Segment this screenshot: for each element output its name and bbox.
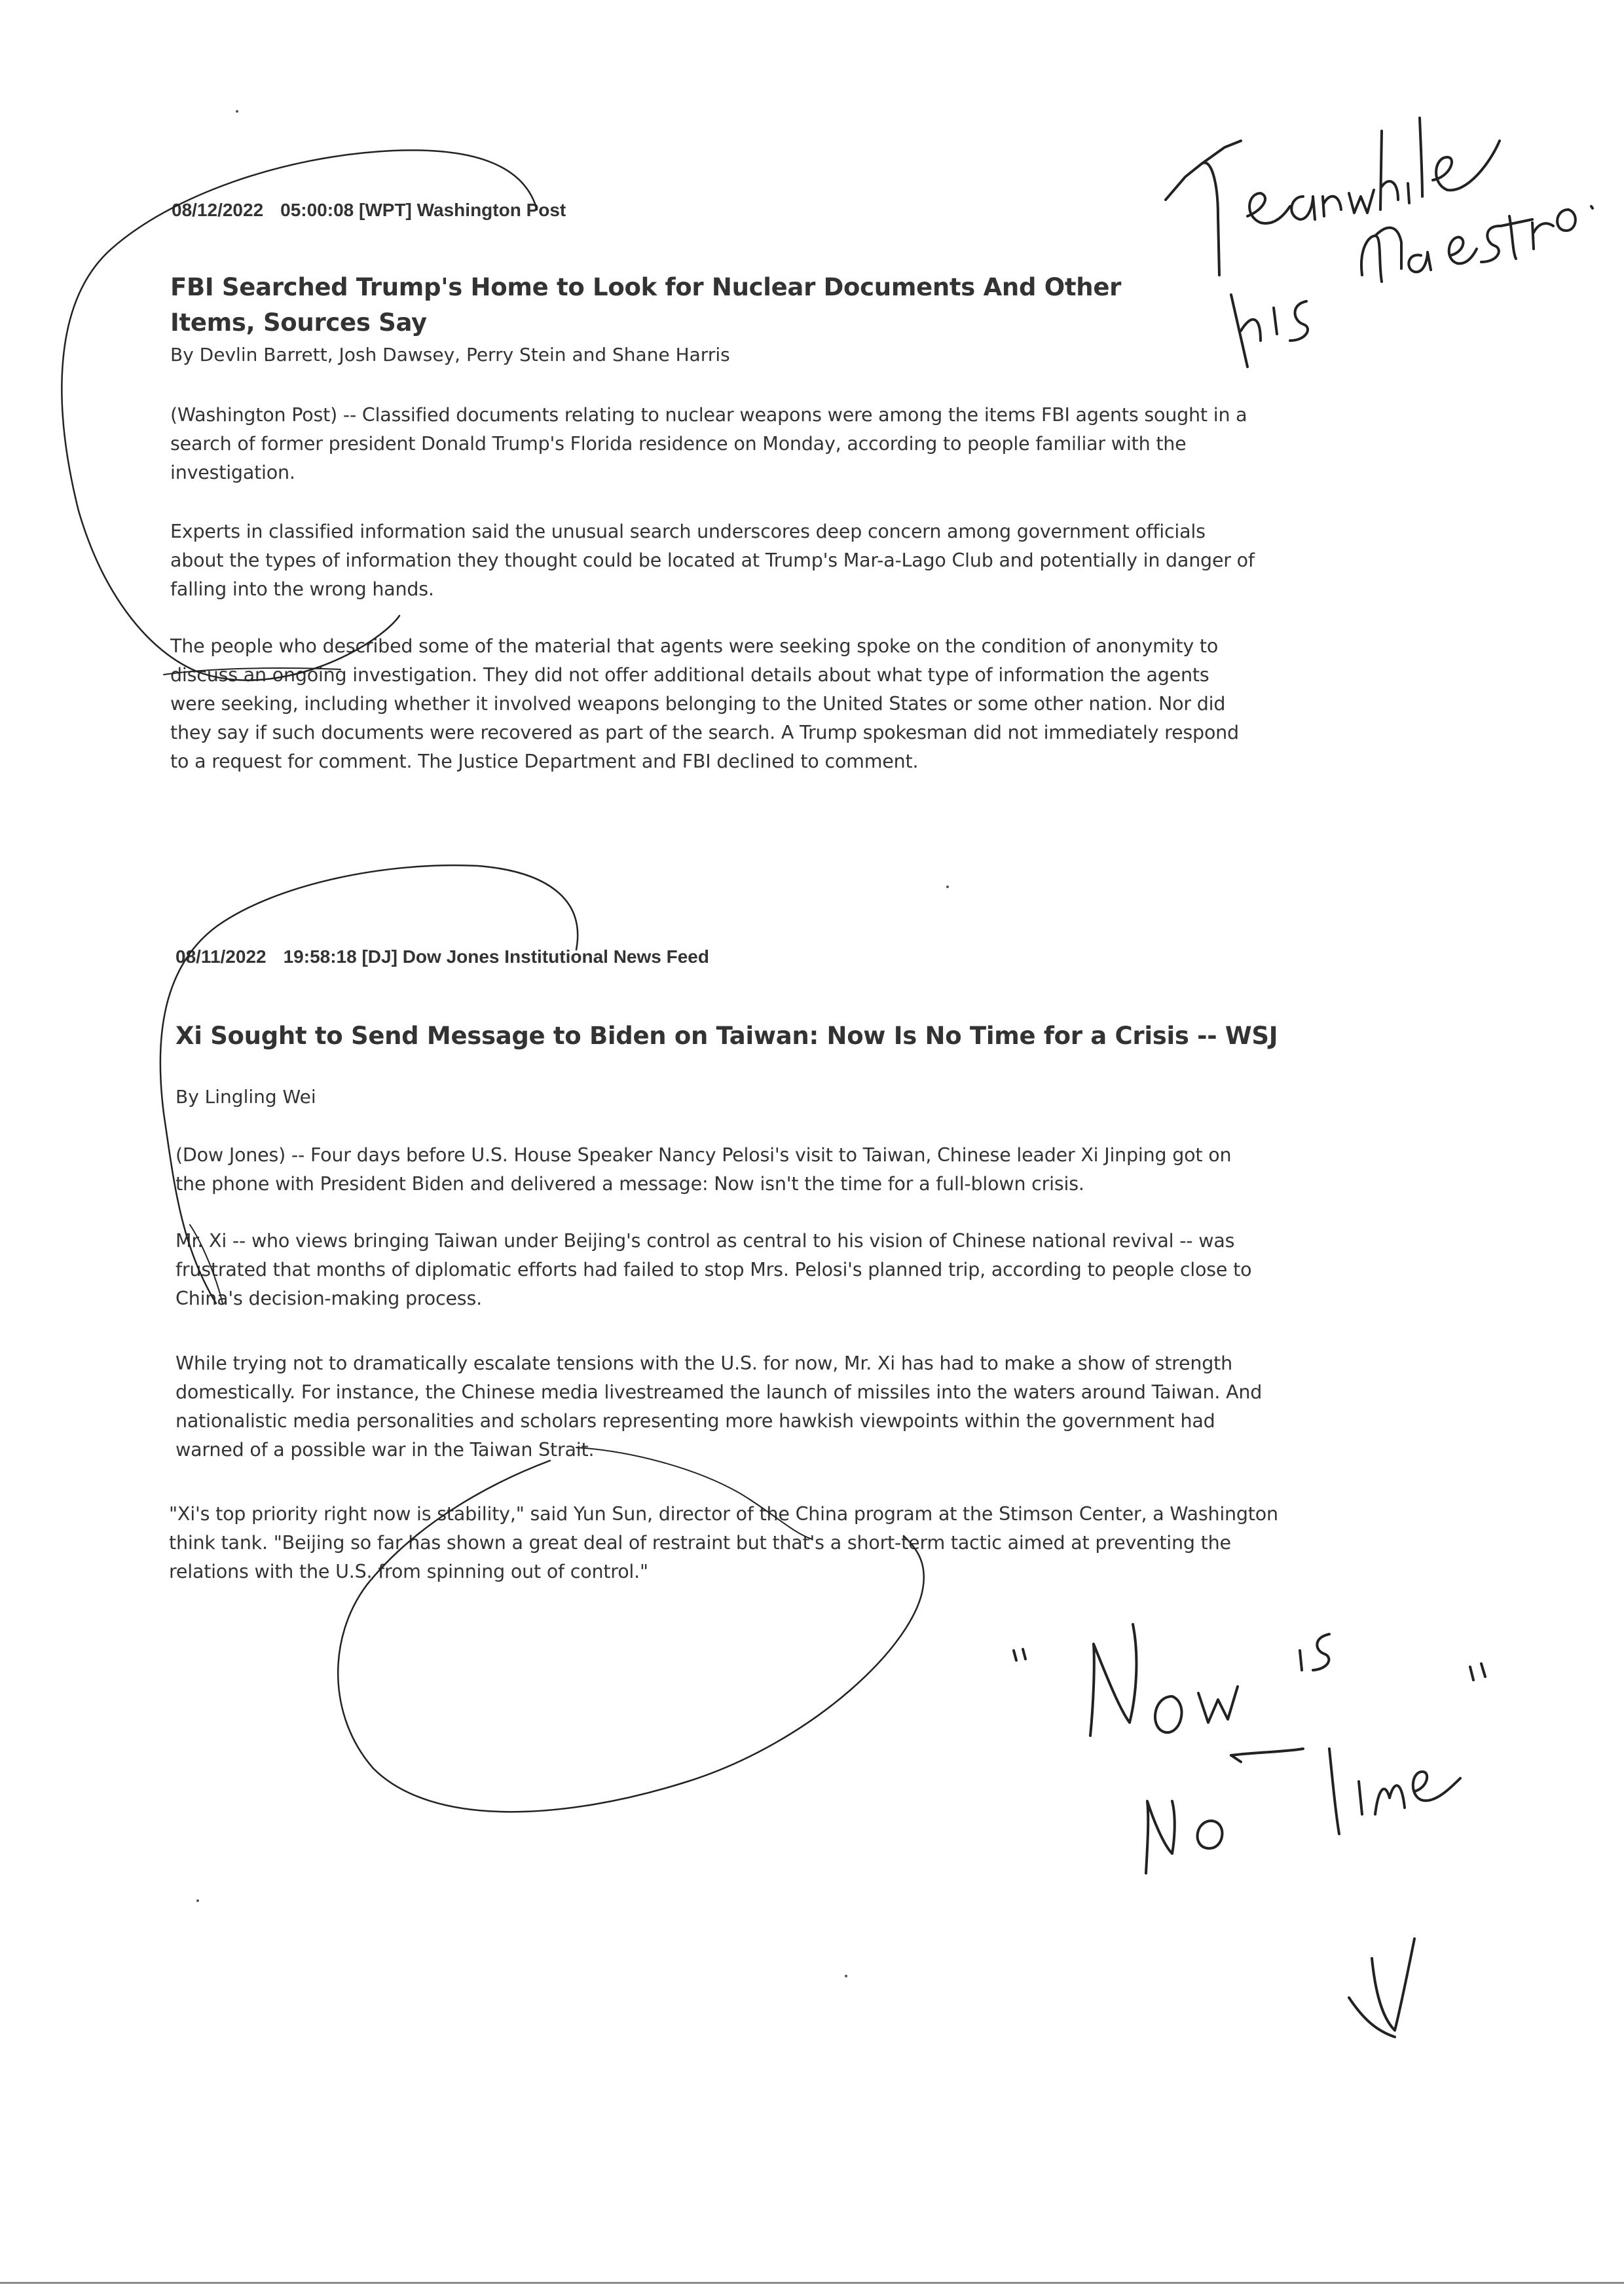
article-1-paragraph-2: Experts in classified information said the unusual search underscores deep concern among government officials about the types of information they thought could be located at Trump's Mar-a-Lago Club and potentially in danger of falling into the wrong hands. [170, 521, 1255, 600]
article-1-time: 05:00:08 [280, 200, 354, 220]
article-2-headline: Xi Sought to Send Message to Biden on Taiwan: Now Is No Time for a Crisis -- WSJ [175, 1022, 1278, 1050]
article-1-paragraph-3: The people who described some of the material that agents were seeking spoke on the condition of anonymity to discuss an ongoing investigation. They did not offer additional details about what type of information the agents were seeking, including whether it involved weapons belonging to the United States or some other nation. Nor did they say if such documents were recovered as part of the search. A Trump spokesman did not immediately respond to a request for comment. The Justice Department and FBI declined to comment. [170, 635, 1239, 772]
article-2-paragraph-1: (Dow Jones) -- Four days before U.S. House Speaker Nancy Pelosi's visit to Taiwan, Chinese leader Xi Jinping got on the phone with President Biden and delivered a message: Now isn't the time for a full-blown crisis. [175, 1144, 1232, 1195]
article-2-byline: By Lingling Wei [175, 1086, 316, 1108]
article-2-paragraph-4: "Xi's top priority right now is stability," said Yun Sun, director of the China program at the Stimson Center, a Washington think tank. "Beijing so far has shown a great deal of restraint but that's a short-term tactic aimed at preventing the relations with the U.S. from spinning out of control." [169, 1503, 1278, 1582]
handwriting-meanwhile [1166, 118, 1593, 367]
article-2-date: 08/11/2022 [175, 946, 267, 967]
article-2-source: [DJ] Dow Jones Institutional News Feed [361, 946, 709, 967]
article-2-time: 19:58:18 [283, 946, 357, 967]
article-1-byline: By Devlin Barrett, Josh Dawsey, Perry Stein and Shane Harris [170, 344, 730, 365]
article-1-source: [WPT] Washington Post [359, 200, 566, 220]
article-2-paragraph-2: Mr. Xi -- who views bringing Taiwan under Beijing's control as central to his vision of Chinese national revival -- was frustrated that months of diplomatic efforts had failed to stop Mrs. Pelosi's planned trip, according to people close to China's decision-making process. [175, 1230, 1252, 1309]
article-1-headline: FBI Searched Trump's Home to Look for Nuclear Documents And Other Items, Sources Say [170, 273, 1122, 337]
article-1-date: 08/12/2022 [172, 200, 264, 220]
article-2-paragraph-3: While trying not to dramatically escalate tensions with the U.S. for now, Mr. Xi has had to make a show of strength domestically. For instance, the Chinese media livestreamed the launch of missiles into the waters around Taiwan. And nationalistic media personalities and scholars representing more hawkish viewpoints within the government had warned of a possible war in the Taiwan Strait. [175, 1353, 1263, 1461]
article-1-meta [172, 200, 566, 221]
scan-bottom-edge [0, 2282, 1624, 2284]
article-1-paragraph-1: (Washington Post) -- Classified documents relating to nuclear weapons were among the items FBI agents sought in a search of former president Donald Trump's Florida residence on Monday, according to people familiar with the investigation. [170, 404, 1247, 483]
handwriting-now-is-no-time [1014, 1624, 1485, 2037]
article-2-meta [175, 946, 709, 967]
